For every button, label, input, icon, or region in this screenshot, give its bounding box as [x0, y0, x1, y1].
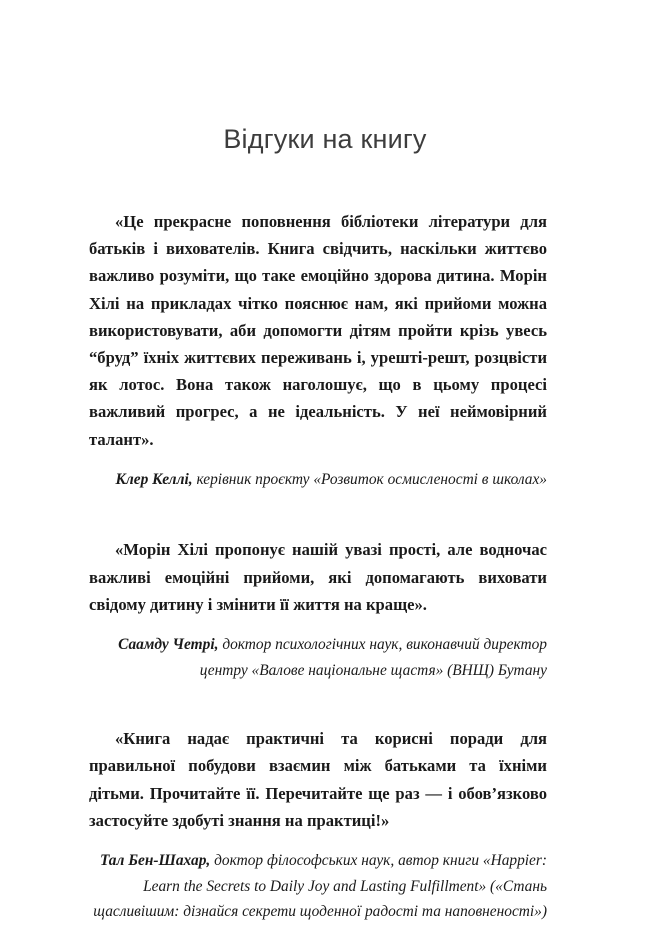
testimonial-block	[89, 208, 547, 492]
testimonial-attribution	[89, 467, 547, 493]
testimonial-quote: «Морін Хілі пропонує нашій увазі прості, але водночас важливі емоційні прийоми, які допомагають виховати свідому дитину і змінити її життя на краще».	[89, 540, 547, 614]
spacer	[89, 683, 547, 725]
testimonials-container	[89, 208, 547, 925]
spacer	[89, 834, 547, 848]
page-title: Відгуки на книгу	[223, 124, 427, 155]
testimonial-quote: «Книга надає практичні та корисні поради для правильної побудови взаємин між батьками та їхніми дітьми. Прочитайте її. Перечитайте ще раз — і обов’язково застосуйте здобуті знання на практиці!»	[89, 729, 547, 830]
attribution-role: керівник проєкту «Розвиток осмисленості в школах»	[192, 470, 547, 488]
testimonial-attribution	[89, 632, 547, 683]
testimonial-block	[89, 536, 547, 683]
attribution-role: доктор психологічних наук, виконавчий директор центру «Валове національне щастя» (ВНЩ) Бутану	[199, 636, 547, 679]
testimonial-quote: «Це прекрасне поповнення бібліотеки літератури для батьків і вихователів. Книга свідчить, наскільки життєво важливо розуміти, що таке емоційно здорова дитина. Морін Хілі на прикладах чітко пояснює нам, які прийоми можна використовувати, аби допомогти дітям пройти крізь увесь “бруд” їхніх життєвих переживань і, урешті-решт, розцвісти як лотос. Вона також наголошує, що в цьому процесі важливий прогрес, а не ідеальність. У неї неймовірний талант».	[89, 212, 547, 449]
attribution-name: Тал Бен-Шахар,	[99, 852, 211, 870]
attribution-name: Клер Келлі,	[115, 470, 193, 488]
spacer	[89, 492, 547, 536]
spacer	[89, 618, 547, 632]
spacer	[89, 453, 547, 467]
testimonial-attribution	[89, 848, 547, 925]
testimonial-block	[89, 725, 547, 925]
attribution-name: Саамду Четрі,	[118, 636, 219, 654]
attribution-role: доктор філософських наук, автор книги «Happier: Learn the Secrets to Daily Joy and Lasting Fulfillment» («Стань щасливішим: дізнайся секрети щоденної радості та наповненості»)	[93, 852, 547, 921]
